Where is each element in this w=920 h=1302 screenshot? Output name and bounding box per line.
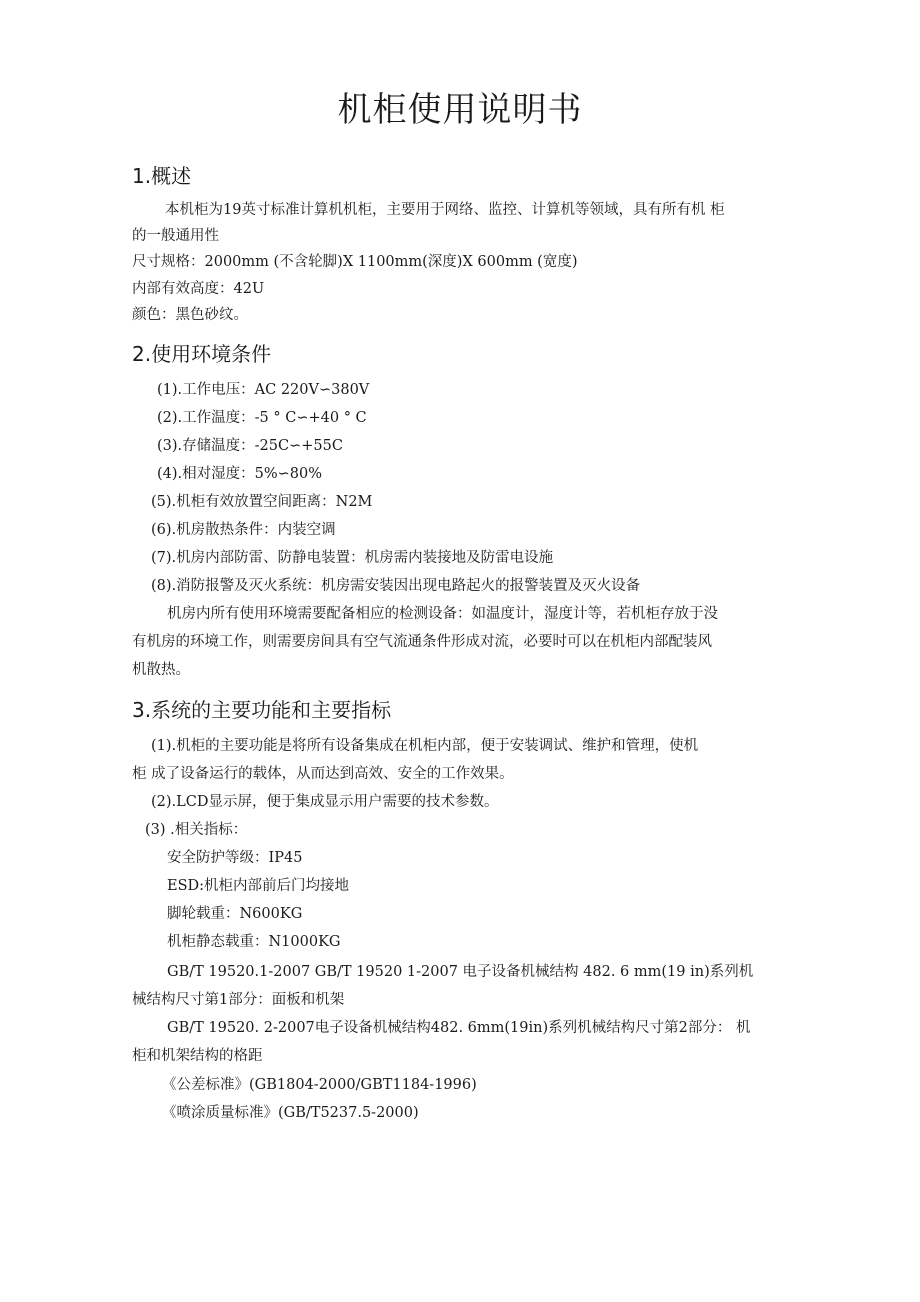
list-item: (6).机房散热条件：内装空调 <box>151 522 336 538</box>
paragraph-line: 内部有效高度：42U <box>132 281 265 297</box>
list-item: (8).消防报警及灭火系统：机房需安装因出现电路起火的报警装置及灭火设备 <box>151 578 641 594</box>
spec-line: 脚轮载重：N600KG <box>167 906 303 922</box>
list-item: (3) .相关指标： <box>145 822 248 838</box>
paragraph-line: 柜 成了设备运行的载体，从而达到高效、安全的工作效果。 <box>132 766 514 782</box>
list-item: (2).LCD显示屏，便于集成显示用户需要的技术参数。 <box>151 794 499 810</box>
list-item: (2).工作温度：-5 ° C∽+40 ° C <box>157 410 367 426</box>
paragraph-line: 的一般通用性 <box>132 228 219 244</box>
list-item: (5).机柜有效放置空间距离：N2M <box>151 494 373 510</box>
list-item: (3).存储温度：-25C∽+55C <box>157 438 343 454</box>
standard-line: 《公差标准》(GB1804-2000/GBT1184-1996) <box>162 1077 477 1093</box>
section-heading-environment: 2.使用环境条件 <box>132 342 272 366</box>
spec-line: ESD:机柜内部前后门均接地 <box>167 878 350 894</box>
standard-line: 械结构尺寸第1部分：面板和机架 <box>132 992 345 1008</box>
list-item: (4).相对湿度：5%∽80% <box>157 466 323 482</box>
paragraph-line: 颜色：黑色砂纹。 <box>132 307 248 323</box>
paragraph-line: 本机柜为19英寸标准计算机机柜，主要用于网络、监控、计算机等领域，具有所有机 柜 <box>165 202 725 218</box>
standard-line: GB/T 19520. 2-2007电子设备机械结构482. 6mm(19in)系列机械结构尺寸第2部分： 机 <box>167 1020 751 1036</box>
paragraph-line: 机散热。 <box>132 662 190 678</box>
spec-line: 机柜静态载重：N1000KG <box>167 934 341 950</box>
standard-line: 柜和机架结构的格距 <box>132 1048 263 1064</box>
spec-line: 安全防护等级：IP45 <box>167 850 303 866</box>
list-item: (7).机房内部防雷、防静电装置：机房需内装接地及防雷电设施 <box>151 550 554 566</box>
list-item: (1).机柜的主要功能是将所有设备集成在机柜内部，便于安装调试、维护和管理，使机 <box>151 738 699 754</box>
paragraph-line: 机房内所有使用环境需要配备相应的检测设备：如温度计，湿度计等，若机柜存放于没 <box>167 606 718 622</box>
section-heading-functions: 3.系统的主要功能和主要指标 <box>132 698 392 722</box>
list-item: (1).工作电压：AC 220V∽380V <box>157 382 370 398</box>
standard-line: GB/T 19520.1-2007 GB/T 19520 1-2007 电子设备机械结构 482. 6 mm(19 in)系列机 <box>167 964 754 980</box>
paragraph-line: 尺寸规格：2000mm (不含轮脚)X 1100mm(深度)X 600mm (宽度) <box>132 254 578 270</box>
standard-line: 《喷涂质量标准》(GB/T5237.5-2000) <box>162 1105 419 1121</box>
document-title: 机柜使用说明书 <box>337 90 583 130</box>
section-heading-overview: 1.概述 <box>132 164 192 188</box>
paragraph-line: 有机房的环境工作，则需要房间具有空气流通条件形成对流，必要时可以在机柜内部配装风 <box>132 634 712 650</box>
